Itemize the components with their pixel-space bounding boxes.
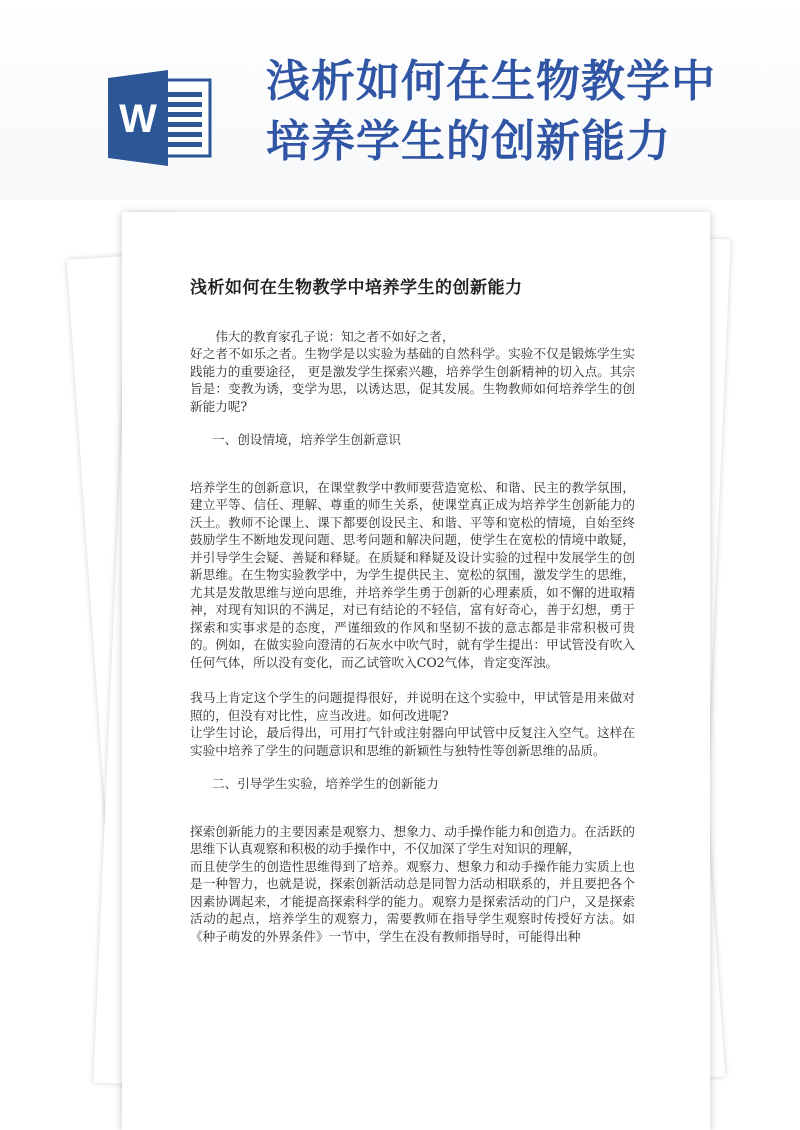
section-heading-1: 一、创设情境，培养学生创新意识	[212, 432, 401, 447]
paragraph-2: 我马上肯定这个学生的问题提得很好，并说明在这个实验中，甲试管是用来做对照的，但没有对比性，应当改进。如何改进呢?	[190, 690, 635, 723]
paragraph-3: 让学生讨论，最后得出，可用打气针或注射器向甲试管中反复注入空气。这样在实验中培养了学生的问题意识和思维的新颖性与独特性等创新思维的品质。	[190, 725, 635, 758]
banner-title-line-2: 培养学生的创新能力	[266, 116, 671, 167]
intro-paragraph: 好之者不如乐之者。生物学是以实验为基础的自然科学。实验不仅是锻炼学生实践能力的重要途径， 更是激发学生探索兴趣，培养学生创新精神的切入点。其宗旨是：变教为诱，变学为思，以诱达思，促其发展。生物教师如何培养学生的创新能力呢?	[190, 346, 635, 414]
paragraph-4: 探索创新能力的主要因素是观察力、想象力、动手操作能力和创造力。在活跃的思维下认真观察和积极的动手操作中，不仅加深了学生对知识的理解，	[190, 823, 635, 856]
document-title: 浅析如何在生物教学中培养学生的创新能力	[190, 278, 523, 298]
intro-line: 伟大的教育家孔子说：知之者不如好之者，	[215, 328, 455, 344]
document-body	[190, 280, 635, 945]
paragraph-5: 而且使学生的创造性思维得到了培养。观察力、想象力和动手操作能力实质上也是一种智力，也就是说，探索创新活动总是同智力活动相联系的，并且要把各个因素协调起来，才能提高探索科学的能力。观察力是探索活动的门户，又是探索活动的起点，培养学生的观察力，需要教师在指导学生观察时传授好方法。如《种子萌发的外界条件》一节中，学生在没有教师指导时，可能得出种	[190, 858, 635, 944]
section-heading-2: 二、引导学生实验，培养学生的创新能力	[212, 776, 439, 791]
paragraph-1: 培养学生的创新意识，在课堂教学中教师要营造宽松、和谐、民主的教学氛围，建立平等、信任、理解、尊重的师生关系，使课堂真正成为培养学生创新能力的沃土。教师不论课上、课下都要创设民主、和谐、平等和宽松的情境，自始至终鼓励学生不断地发现问题、思考问题和解决问题，使学生在宽松的情境中敢疑，并引导学生会疑、善疑和释疑。在质疑和释疑及设计实验的过程中发展学生的创新思维。在生物实验教学中，为学生提供民主、宽松的氛围，激发学生的思维，尤其是发散思维与逆向思维，并培养学生勇于创新的心理素质，如不懈的进取精神，对现有知识的不满足，对已有结论的不轻信，富有好奇心，善于幻想，勇于探索和实事求是的态度，严谨细致的作风和坚韧不拔的意志都是非常积极可贵的。例如，在做实验向澄清的石灰水中吹气时，就有学生提出：甲试管没有吹入任何气体，所以没有变化，而乙试管吹入CO2气体，肯定变浑浊。	[190, 479, 635, 670]
banner-title-line-1: 浅析如何在生物教学中	[266, 56, 716, 107]
word-logo-letter: W	[119, 97, 157, 141]
